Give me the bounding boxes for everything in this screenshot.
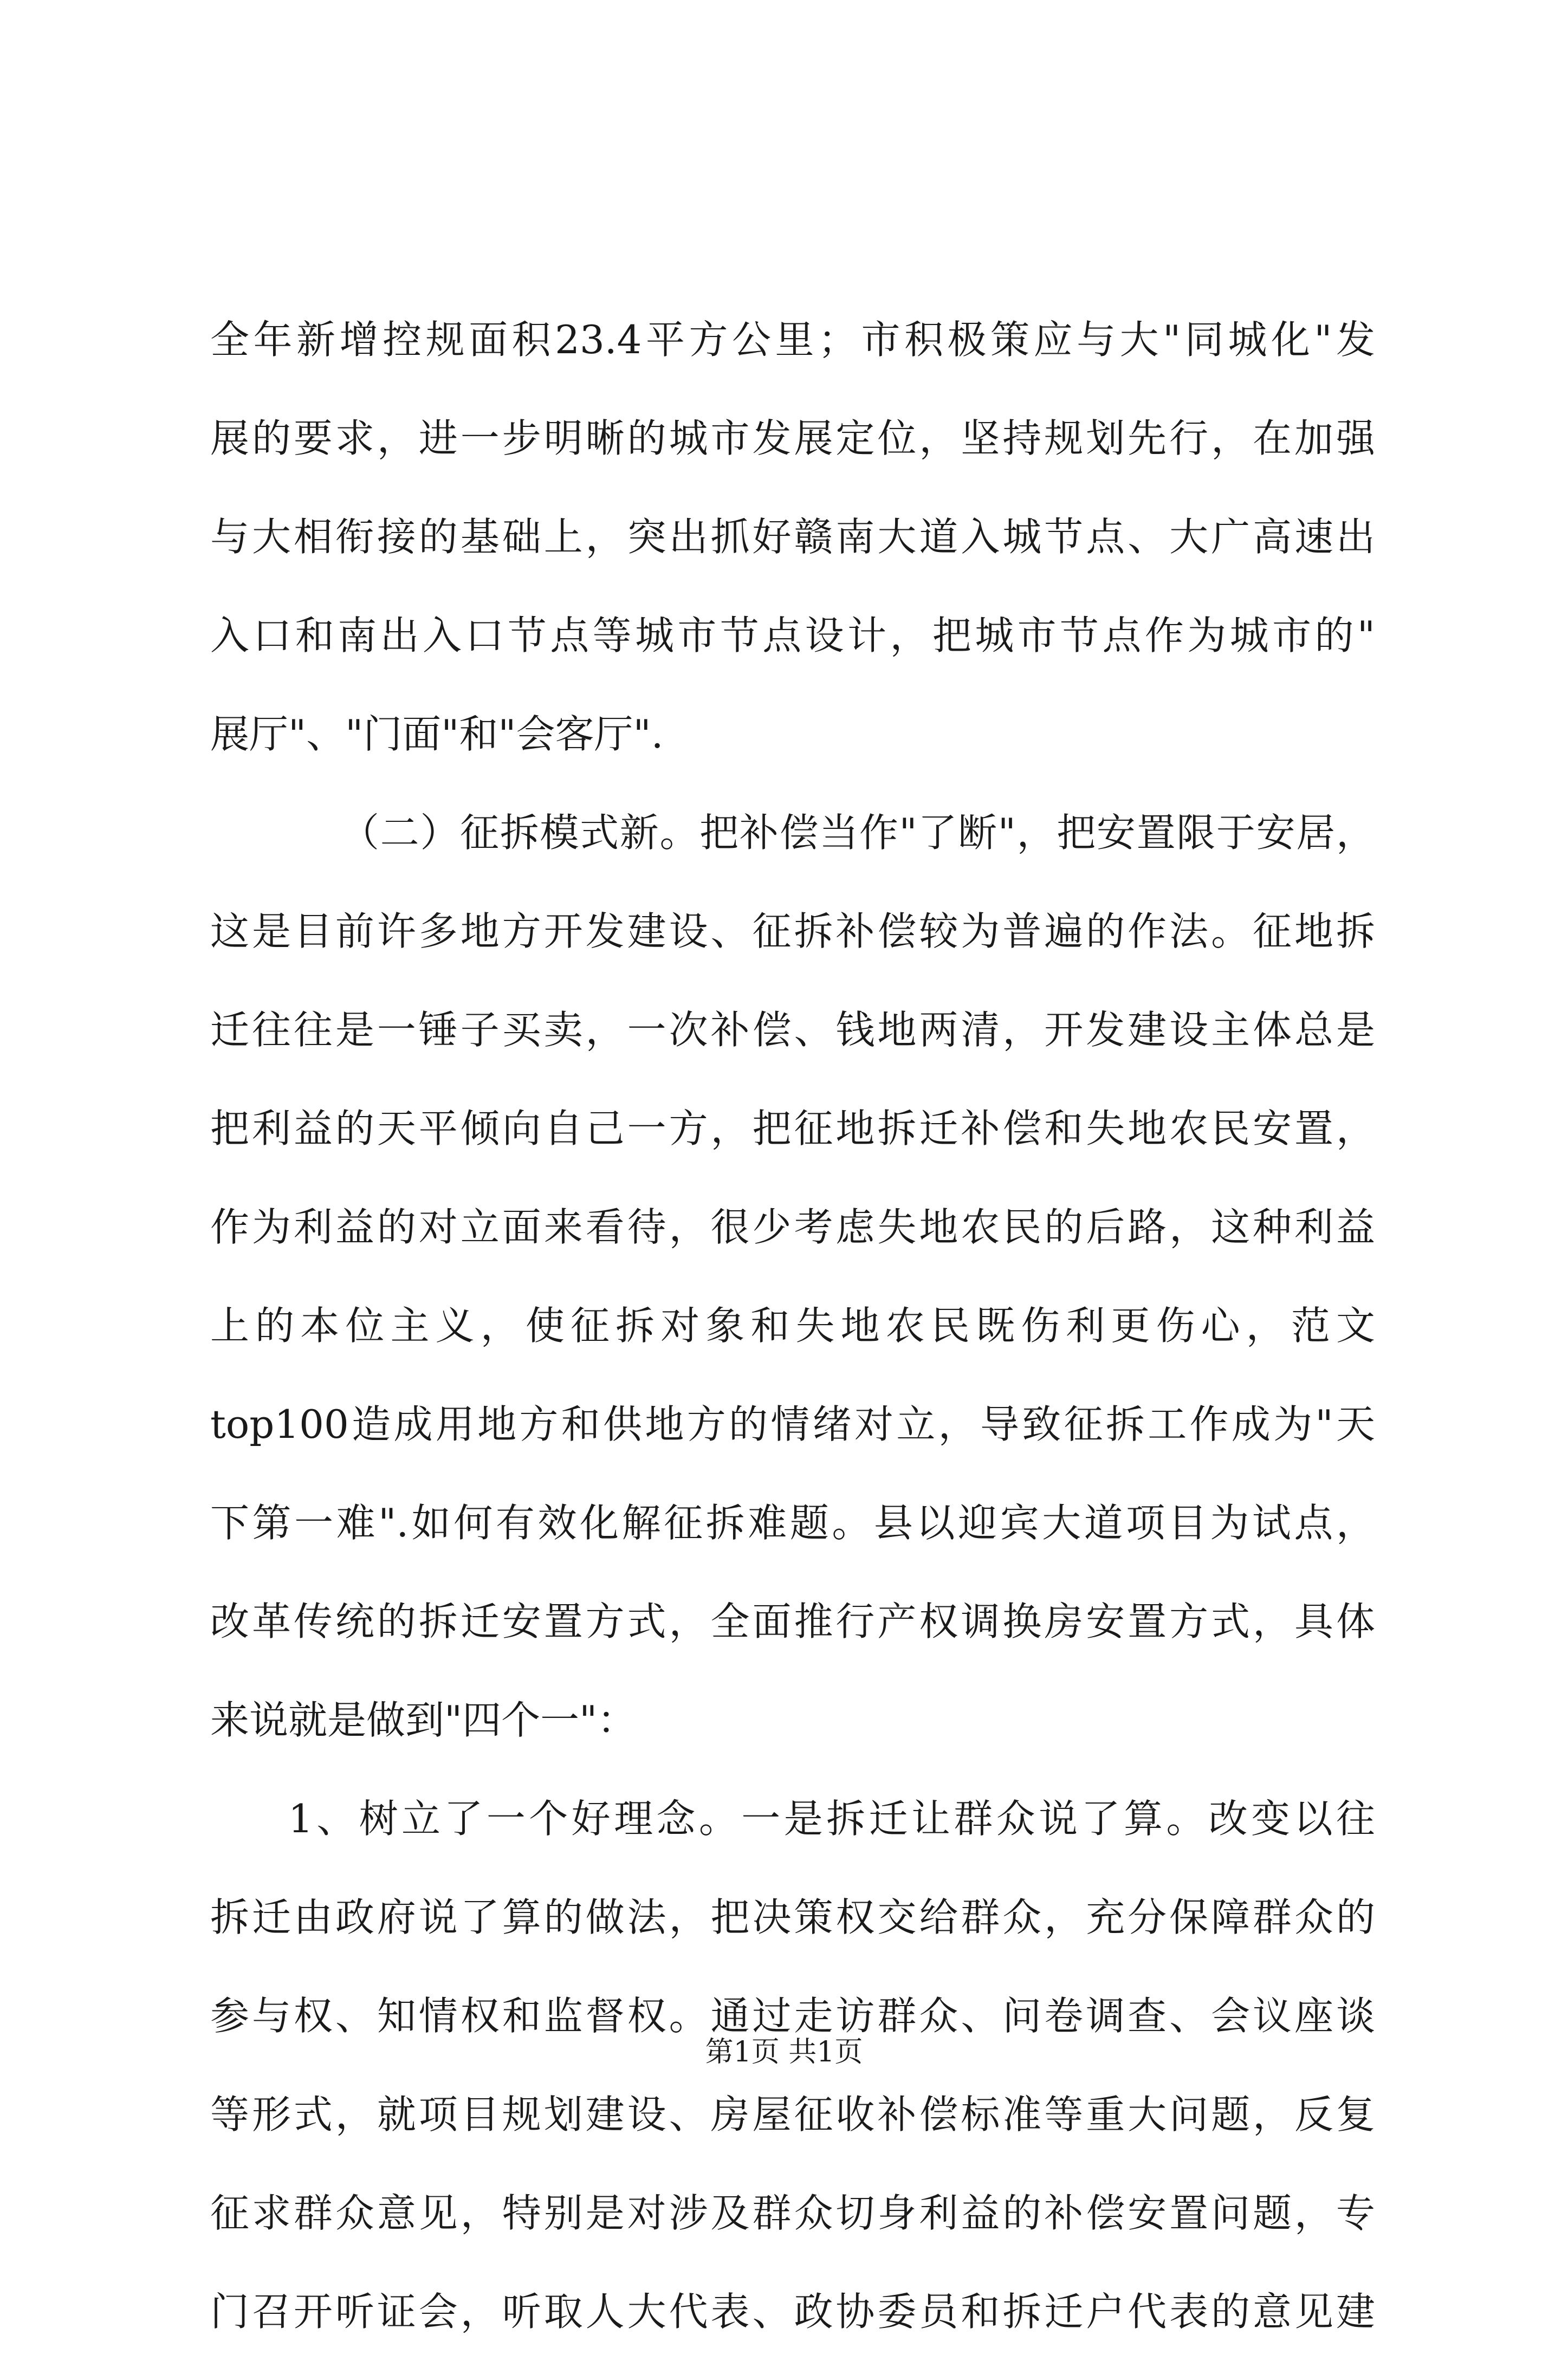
text-line: top100造成用地方和供地方的情绪对立，导致征拆工作成为"天 <box>210 1402 1375 1447</box>
text-line: 参与权、知情权和监督权。通过走访群众、问卷调查、会议座谈 <box>210 1993 1375 2039</box>
text-line: 拆迁由政府说了算的做法，把决策权交给群众，充分保障群众的 <box>210 1895 1375 1940</box>
text-line: 入口和南出入口节点等城市节点设计，把城市节点作为城市的" <box>210 613 1375 658</box>
text-line: 上的本位主义，使征拆对象和失地农民既伤利更伤心，范文 <box>210 1303 1375 1348</box>
page-footer <box>0 2033 1568 2072</box>
text-line: 门召开听证会，听取人大代表、政协委员和拆迁户代表的意见建 <box>210 2289 1375 2334</box>
text-line: 下第一难".如何有效化解征拆难题。县以迎宾大道项目为试点， <box>210 1500 1375 1546</box>
text-line: 全年新增控规面积23.4平方公里；市积极策应与大"同城化"发 <box>210 317 1375 362</box>
text-line: 展厅"、"门面"和"会客厅". <box>210 711 664 757</box>
text-line: 改革传统的拆迁安置方式，全面推行产权调换房安置方式，具体 <box>210 1599 1375 1644</box>
text-line: 等形式，就项目规划建设、房屋征收补偿标准等重大问题，反复 <box>210 2092 1375 2137</box>
text-line: 迁往往是一锤子买卖，一次补偿、钱地两清，开发建设主体总是 <box>210 1007 1375 1053</box>
text-line: 来说就是做到"四个一"： <box>210 1697 637 1743</box>
text-line: 1、树立了一个好理念。一是拆迁让群众说了算。改变以往 <box>288 1796 1375 1841</box>
page-number-label: 第1页 共1页 <box>705 2036 863 2068</box>
text-line: 征求群众意见，特别是对涉及群众切身利益的补偿安置问题，专 <box>210 2190 1375 2236</box>
text-line: 展的要求，进一步明晰的城市发展定位，坚持规划先行，在加强 <box>210 416 1375 461</box>
text-line: 作为利益的对立面来看待，很少考虑失地农民的后路，这种利益 <box>210 1204 1375 1250</box>
text-line: 与大相衔接的基础上，突出抓好赣南大道入城节点、大广高速出 <box>210 514 1375 560</box>
text-line: （二）征拆模式新。把补偿当作"了断"，把安置限于安居， <box>340 810 1375 855</box>
text-line: 这是目前许多地方开发建设、征拆补偿较为普遍的作法。征地拆 <box>210 909 1375 954</box>
text-line: 把利益的天平倾向自己一方，把征地拆迁补偿和失地农民安置， <box>210 1106 1375 1151</box>
